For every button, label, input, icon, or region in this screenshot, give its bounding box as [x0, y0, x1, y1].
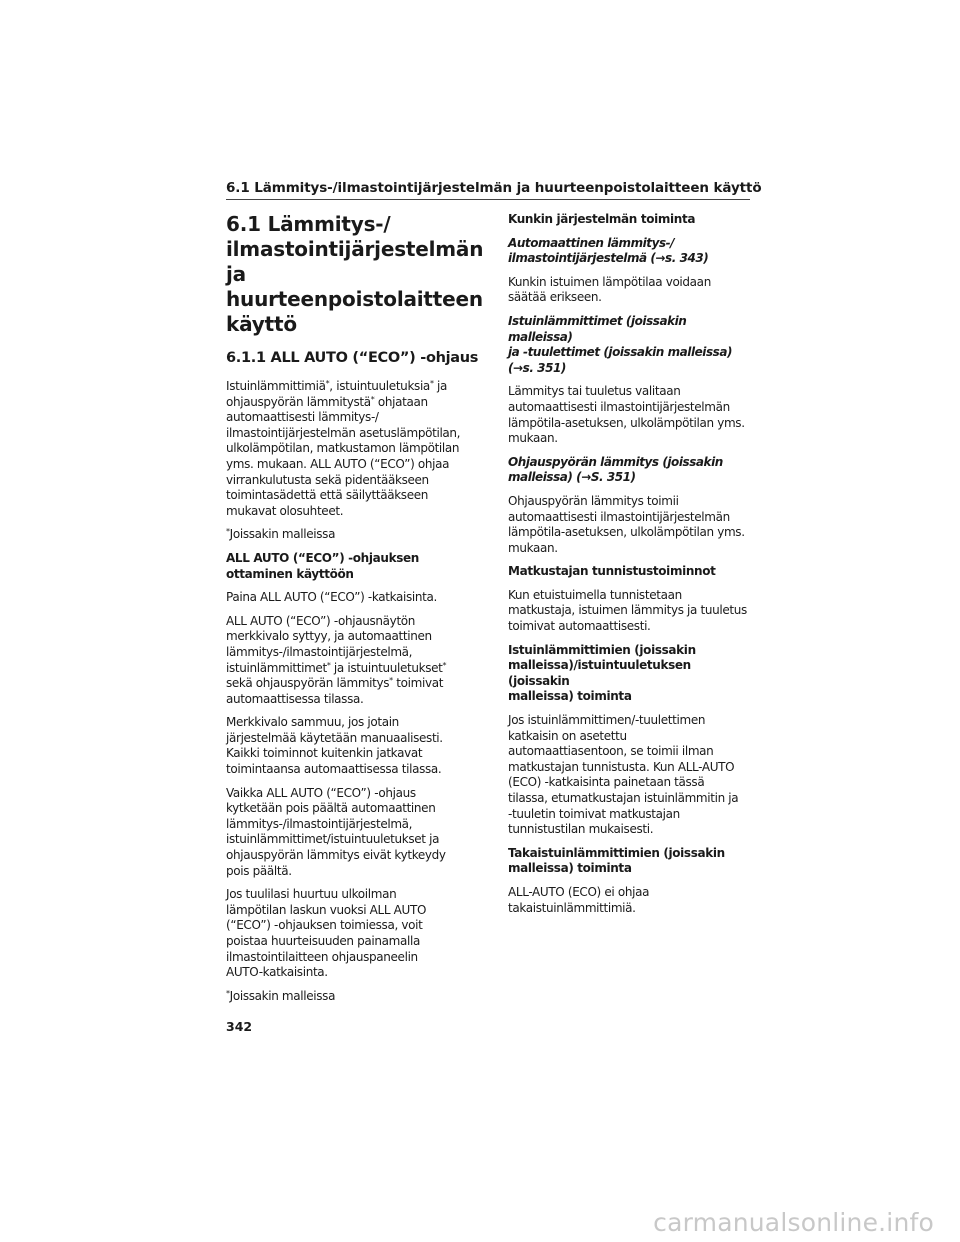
footnote-marker: * — [442, 660, 447, 670]
seat-operation-text: Jos istuinlämmittimen/-tuulettimen katkaisin on asetettu automaattiasentoon, se toimii ilman matkustajan tunnistusta. Kun ALL-AUTO (ECO) -katkaisinta painetaan tässä tilassa, etumatkustajan istuinlämmitin ja -tuuletin toimivat matkustajan tunnistustilan mukaisesti. — [508, 713, 739, 837]
section-title: 6.1.1 ALL AUTO (“ECO”) -ohjaus — [226, 350, 479, 366]
manual-paragraph: Merkkivalo sammuu, jos jotain järjestelmää käytetään manuaalisesti. Kaikki toiminnot kuitenkin jatkavat toimintaansa automaattisessa tilassa. — [226, 715, 443, 777]
intro-paragraph: Istuinlämmittimiä*, istuintuuletuksia* ja ohjauspyörän lämmitystä* ohjataan automaattisesti lämmitys-/ ilmastointijärjestelmän asetuslämpötilan, ulkolämpötilan, matkustamon lämpötilan yms. mukaan. ALL AUTO (“ECO”) ohjaa virrankulutusta sekä pidentääkseen toimintasädettä että säilyttääkseen mukavat olosuhteet. — [226, 379, 461, 518]
header-rule — [226, 199, 750, 200]
watermark: carmanualsonline.info — [653, 1208, 934, 1237]
occupant-detection-text: Kun etuistuimella tunnistetaan matkustaja, istuimen lämmitys ja tuuletus toimivat automaattisesti. — [508, 587, 747, 634]
indicator-paragraph: ALL AUTO (“ECO”) -ohjausnäytön merkkivalo syttyy, ja automaattinen lämmitys-/ilmastointijärjestelmä, istuinlämmittimet* ja istuintuuletukset* sekä ohjauspyörän lämmitys* toimivat automaattisessa tilassa. — [226, 613, 447, 706]
auto-climate-heading: Automaattinen lämmitys-/ ilmastointijärjestelmä (→s. 343) — [508, 235, 709, 266]
heading-each-system: Kunkin järjestelmän toiminta — [508, 212, 696, 226]
auto-climate-text: Kunkin istuimen lämpötilaa voidaan säätää erikseen. — [508, 274, 711, 305]
footnote: *Joissakin malleissa — [226, 988, 336, 1003]
footnote-marker: * — [226, 527, 230, 537]
defrost-paragraph: Jos tuulilasi huurtuu ulkoilman lämpötilan laskun vuoksi ALL AUTO (“ECO”) -ohjauksen toimiessa, voit poistaa huurteisuuden painamalla ilmastointilaitteen ohjauspaneelin AUTO-katkaisinta. — [226, 887, 427, 980]
steering-heater-text: Ohjauspyörän lämmitys toimii automaattisesti ilmastointijärjestelmän lämpötila-asetuksen, ulkolämpötilan yms. mukaan. — [508, 493, 745, 555]
rear-seat-heading: Takaistuinlämmittimien (joissakin malleissa) toiminta — [508, 845, 725, 876]
steering-heater-heading: Ohjauspyörän lämmitys (joissakin malleissa) (→S. 351) — [508, 454, 723, 485]
right-column — [508, 212, 753, 924]
running-header: 6.1 Lämmitys-/ilmastointijärjestelmän ja huurteenpoistolaitteen käyttö — [226, 180, 762, 196]
footnote-marker: * — [429, 379, 434, 388]
seat-heaters-heading: Istuinlämmittimet (joissakin malleissa) ja -tuulettimet (joissakin malleissa) (→s. 351) — [508, 313, 733, 375]
chapter-title: 6.1 Lämmitys-/ ilmastointijärjestelmän ja huurteenpoistolaitteen käyttö — [226, 212, 484, 336]
footnote: *Joissakin malleissa — [226, 527, 336, 542]
subheading-enable: ALL AUTO (“ECO”) -ohjauksen ottaminen käyttöön — [226, 550, 419, 581]
left-column — [226, 212, 484, 1012]
footnote-marker: * — [325, 379, 330, 388]
page-number: 342 — [226, 1019, 253, 1034]
footnote-marker: * — [326, 660, 331, 670]
rear-seat-text: ALL-AUTO (ECO) ei ohjaa takaistuinlämmittimiä. — [508, 884, 650, 915]
seat-operation-heading: Istuinlämmittimien (joissakin malleissa)/istuintuuletuksen (joissakin malleissa) toiminta — [508, 642, 696, 704]
off-paragraph: Vaikka ALL AUTO (“ECO”) -ohjaus kytketään pois päältä automaattinen lämmitys-/ilmastointijärjestelmä, istuinlämmittimet/istuintuuletukset ja ohjauspyörän lämmitys eivät kytkeydy pois päältä. — [226, 785, 446, 878]
seat-heaters-text: Lämmitys tai tuuletus valitaan automaattisesti ilmastointijärjestelmän lämpötila-asetuksen, ulkolämpötilan yms. mukaan. — [508, 384, 745, 446]
footnote-marker: * — [226, 988, 230, 998]
footnote-marker: * — [370, 394, 375, 404]
footnote-marker: * — [389, 676, 393, 686]
occupant-detection-heading: Matkustajan tunnistustoiminnot — [508, 564, 716, 579]
press-switch-text: Paina ALL AUTO (“ECO”) -katkaisinta. — [226, 590, 437, 605]
